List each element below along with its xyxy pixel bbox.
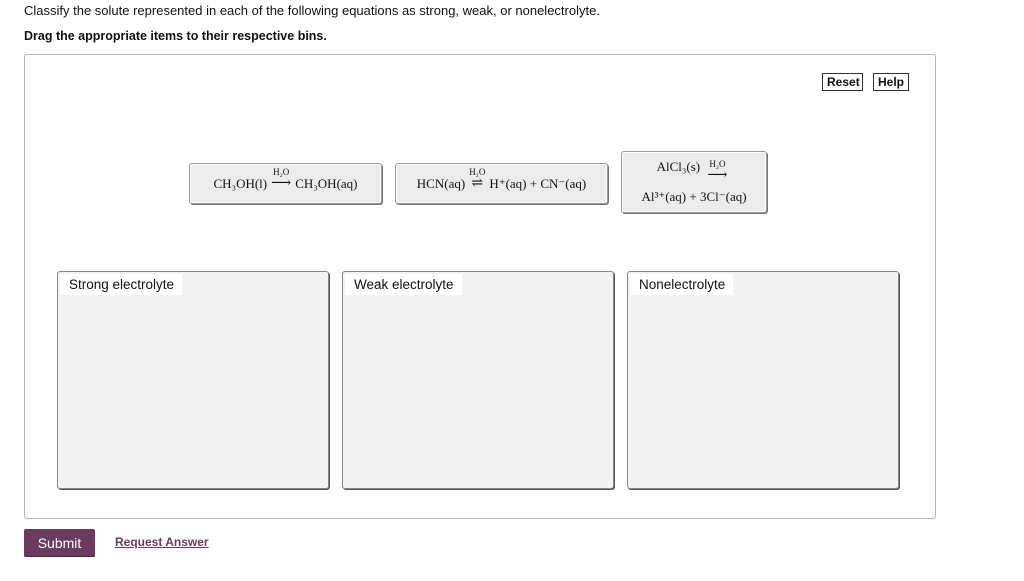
help-button[interactable]: Help <box>873 73 909 91</box>
reaction-arrow <box>707 160 727 183</box>
bin-weak-electrolyte[interactable] <box>342 271 614 489</box>
right-arrow-icon: ⟶ <box>707 168 728 183</box>
reset-button[interactable]: Reset <box>822 73 863 91</box>
solvent-label: H₂O <box>273 167 290 177</box>
equation-product: H⁺(aq) + CN⁻(aq) <box>489 175 587 191</box>
equation-line-1 <box>657 159 732 187</box>
drag-instruction: Drag the appropriate items to their respective bins. <box>24 29 327 43</box>
solvent-label: H₂O <box>709 159 726 169</box>
draggable-item-hcn[interactable] <box>395 163 608 204</box>
draggable-item-alcl3[interactable] <box>621 151 767 213</box>
bin-label: Weak electrolyte <box>345 274 462 295</box>
bin-strong-electrolyte[interactable] <box>57 271 329 489</box>
equation-product: CH₃OH(aq) <box>295 175 358 191</box>
bin-label: Nonelectrolyte <box>630 274 733 295</box>
bin-label: Strong electrolyte <box>60 274 182 295</box>
bin-nonelectrolyte[interactable] <box>627 271 899 489</box>
equation-product: Al³⁺(aq) + 3Cl⁻(aq) <box>641 189 747 204</box>
drag-drop-workspace <box>24 54 936 519</box>
instruction-text: Classify the solute represented in each of the following equations as strong, weak, or nonelectrolyte. <box>24 3 600 18</box>
draggable-item-ch3oh[interactable] <box>189 163 382 204</box>
reaction-arrow <box>469 168 485 191</box>
right-arrow-icon: ⟶ <box>271 176 292 191</box>
reaction-arrow <box>271 168 291 191</box>
equation-reactant: AlCl₃(s) <box>656 159 701 174</box>
request-answer-link[interactable]: Request Answer <box>115 535 209 549</box>
solvent-label: H₂O <box>469 167 486 177</box>
equation-reactant: CH₃OH(l) <box>213 175 268 191</box>
equation-reactant: HCN(aq) <box>416 175 466 191</box>
equilibrium-arrow-icon: ⇌ <box>471 176 484 191</box>
submit-button[interactable]: Submit <box>24 529 95 557</box>
